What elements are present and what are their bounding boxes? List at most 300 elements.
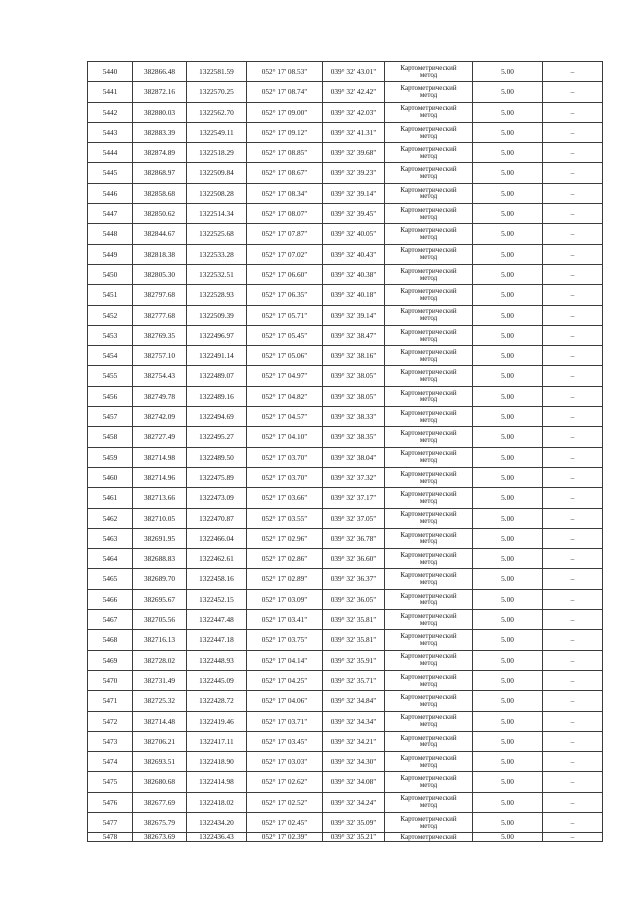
method-line-1: Картометрический: [400, 692, 457, 701]
longitude-cell: 039° 32' 40.05": [323, 224, 385, 244]
method-line-2: метод: [419, 131, 438, 140]
method-line-1: Картометрический: [400, 774, 457, 783]
accuracy-cell: 5.00: [473, 792, 543, 812]
method-line-1: Картометрический: [400, 185, 457, 194]
point-number-cell: 5456: [88, 386, 133, 406]
point-number-cell: 5467: [88, 610, 133, 630]
x-coordinate-cell: 382880.03: [133, 102, 187, 122]
longitude-cell: 039° 32' 38.04": [323, 447, 385, 467]
latitude-cell: 052° 17' 03.09": [247, 589, 323, 609]
accuracy-cell: 5.00: [473, 528, 543, 548]
y-coordinate-cell: 1322581.59: [187, 62, 247, 82]
y-coordinate-cell: 1322447.48: [187, 610, 247, 630]
y-coordinate-cell: 1322570.25: [187, 82, 247, 102]
method-cell: [385, 285, 473, 305]
method-line-1: Картометрический: [400, 429, 457, 438]
extra-cell: –: [543, 82, 603, 102]
longitude-cell: 039° 32' 34.08": [323, 772, 385, 792]
method-cell: [385, 528, 473, 548]
extra-cell: –: [543, 508, 603, 528]
method-line-1: Картометрический: [400, 530, 457, 539]
method-line-2: метод: [419, 821, 438, 830]
method-cell: [385, 163, 473, 183]
accuracy-cell: 5.00: [473, 143, 543, 163]
extra-cell: –: [543, 528, 603, 548]
longitude-cell: 039° 32' 36.60": [323, 549, 385, 569]
longitude-cell: 039° 32' 35.81": [323, 610, 385, 630]
extra-cell: –: [543, 224, 603, 244]
method-line-2: метод: [419, 659, 438, 668]
method-line-2: метод: [419, 476, 438, 485]
method-cell: [385, 508, 473, 528]
point-number-cell: 5447: [88, 204, 133, 224]
accuracy-cell: 5.00: [473, 691, 543, 711]
method-cell: [385, 122, 473, 142]
accuracy-cell: 5.00: [473, 386, 543, 406]
longitude-cell: 039° 32' 36.37": [323, 569, 385, 589]
extra-cell: –: [543, 467, 603, 487]
point-number-cell: 5466: [88, 589, 133, 609]
point-number-cell: 5441: [88, 82, 133, 102]
table-row: [88, 224, 603, 244]
point-number-cell: 5468: [88, 630, 133, 650]
method-line-2: метод: [419, 598, 438, 607]
y-coordinate-cell: 1322549.11: [187, 122, 247, 142]
extra-cell: –: [543, 346, 603, 366]
longitude-cell: 039° 32' 34.24": [323, 792, 385, 812]
x-coordinate-cell: 382858.68: [133, 183, 187, 203]
y-coordinate-cell: 1322418.90: [187, 752, 247, 772]
method-line-1: Картометрический: [400, 571, 457, 580]
latitude-cell: 052° 17' 06.35": [247, 285, 323, 305]
latitude-cell: 052° 17' 08.53": [247, 62, 323, 82]
x-coordinate-cell: 382844.67: [133, 224, 187, 244]
latitude-cell: 052° 17' 04.14": [247, 650, 323, 670]
method-line-2: метод: [419, 537, 438, 546]
table-row: [88, 386, 603, 406]
extra-cell: –: [543, 812, 603, 832]
latitude-cell: 052° 17' 05.71": [247, 305, 323, 325]
point-number-cell: 5452: [88, 305, 133, 325]
longitude-cell: 039° 32' 40.38": [323, 264, 385, 284]
extra-cell: –: [543, 244, 603, 264]
x-coordinate-cell: 382714.48: [133, 711, 187, 731]
y-coordinate-cell: 1322508.28: [187, 183, 247, 203]
method-line-1: Картометрический: [400, 246, 457, 255]
table-row: [88, 143, 603, 163]
method-line-1: Картометрический: [400, 388, 457, 397]
table-row: [88, 204, 603, 224]
accuracy-cell: 5.00: [473, 670, 543, 690]
method-line-1: Картометрический: [400, 327, 457, 336]
point-number-cell: 5459: [88, 447, 133, 467]
method-line-2: метод: [419, 618, 438, 627]
y-coordinate-cell: 1322448.93: [187, 650, 247, 670]
longitude-cell: 039° 32' 39.45": [323, 204, 385, 224]
method-cell: [385, 224, 473, 244]
x-coordinate-cell: 382688.83: [133, 549, 187, 569]
point-number-cell: 5460: [88, 467, 133, 487]
method-line-2: метод: [419, 172, 438, 181]
x-coordinate-cell: 382713.66: [133, 488, 187, 508]
y-coordinate-cell: 1322509.39: [187, 305, 247, 325]
accuracy-cell: 5.00: [473, 346, 543, 366]
method-line-2: метод: [419, 70, 438, 79]
latitude-cell: 052° 17' 04.97": [247, 366, 323, 386]
x-coordinate-cell: 382714.96: [133, 467, 187, 487]
method-line-1: Картометрический: [400, 490, 457, 499]
extra-cell: –: [543, 650, 603, 670]
method-line-1: Картометрический: [400, 287, 457, 296]
x-coordinate-cell: 382883.39: [133, 122, 187, 142]
extra-cell: –: [543, 447, 603, 467]
table-row: [88, 62, 603, 82]
table-row: [88, 447, 603, 467]
extra-cell: –: [543, 305, 603, 325]
accuracy-cell: 5.00: [473, 204, 543, 224]
point-number-cell: 5472: [88, 711, 133, 731]
latitude-cell: 052° 17' 07.02": [247, 244, 323, 264]
y-coordinate-cell: 1322495.27: [187, 427, 247, 447]
x-coordinate-cell: 382777.68: [133, 305, 187, 325]
x-coordinate-cell: 382818.38: [133, 244, 187, 264]
longitude-cell: 039° 32' 42.42": [323, 82, 385, 102]
method-cell: [385, 346, 473, 366]
extra-cell: –: [543, 772, 603, 792]
method-cell: [385, 447, 473, 467]
coordinates-table: [87, 61, 603, 842]
longitude-cell: 039° 32' 39.14": [323, 183, 385, 203]
accuracy-cell: 5.00: [473, 772, 543, 792]
method-line-1: Картометрический: [400, 611, 457, 620]
x-coordinate-cell: 382706.21: [133, 731, 187, 751]
x-coordinate-cell: 382673.69: [133, 833, 187, 842]
accuracy-cell: 5.00: [473, 122, 543, 142]
point-number-cell: 5473: [88, 731, 133, 751]
method-cell: [385, 264, 473, 284]
table-row: [88, 630, 603, 650]
latitude-cell: 052° 17' 08.67": [247, 163, 323, 183]
method-cell: [385, 650, 473, 670]
method-cell: [385, 407, 473, 427]
accuracy-cell: 5.00: [473, 62, 543, 82]
method-line-1: Картометрический: [400, 307, 457, 316]
latitude-cell: 052° 17' 09.12": [247, 122, 323, 142]
method-cell: [385, 143, 473, 163]
method-line-2: метод: [419, 415, 438, 424]
method-cell: [385, 82, 473, 102]
method-line-1: Картометрический: [400, 632, 457, 641]
method-cell: [385, 812, 473, 832]
point-number-cell: 5449: [88, 244, 133, 264]
method-line-2: метод: [419, 273, 438, 282]
extra-cell: –: [543, 731, 603, 751]
method-line-1: Картометрический: [400, 550, 457, 559]
method-cell: [385, 467, 473, 487]
method-line-2: метод: [419, 781, 438, 790]
latitude-cell: 052° 17' 04.25": [247, 670, 323, 690]
x-coordinate-cell: 382866.48: [133, 62, 187, 82]
point-number-cell: 5469: [88, 650, 133, 670]
y-coordinate-cell: 1322509.84: [187, 163, 247, 183]
latitude-cell: 052° 17' 03.75": [247, 630, 323, 650]
latitude-cell: 052° 17' 04.06": [247, 691, 323, 711]
longitude-cell: 039° 32' 34.30": [323, 752, 385, 772]
method-line-2: метод: [419, 435, 438, 444]
latitude-cell: 052° 17' 03.71": [247, 711, 323, 731]
longitude-cell: 039° 32' 35.21": [323, 833, 385, 842]
method-cell: [385, 731, 473, 751]
table-row: [88, 82, 603, 102]
accuracy-cell: 5.00: [473, 549, 543, 569]
table-row: [88, 711, 603, 731]
y-coordinate-cell: 1322419.46: [187, 711, 247, 731]
method-line-1: Картометрический: [400, 753, 457, 762]
table-row: [88, 325, 603, 345]
accuracy-cell: 5.00: [473, 467, 543, 487]
table-row: [88, 366, 603, 386]
y-coordinate-cell: 1322514.34: [187, 204, 247, 224]
latitude-cell: 052° 17' 04.57": [247, 407, 323, 427]
method-line-2: метод: [419, 293, 438, 302]
table-row: [88, 427, 603, 447]
accuracy-cell: 5.00: [473, 508, 543, 528]
y-coordinate-cell: 1322458.16: [187, 569, 247, 589]
x-coordinate-cell: 382695.67: [133, 589, 187, 609]
y-coordinate-cell: 1322489.50: [187, 447, 247, 467]
longitude-cell: 039° 32' 38.05": [323, 386, 385, 406]
method-line-2: метод: [419, 679, 438, 688]
accuracy-cell: 5.00: [473, 244, 543, 264]
method-cell: [385, 102, 473, 122]
accuracy-cell: 5.00: [473, 752, 543, 772]
latitude-cell: 052° 17' 02.52": [247, 792, 323, 812]
point-number-cell: 5450: [88, 264, 133, 284]
table-row: [88, 792, 603, 812]
point-number-cell: 5451: [88, 285, 133, 305]
table-row: [88, 285, 603, 305]
y-coordinate-cell: 1322491.14: [187, 346, 247, 366]
method-line-1: Картометрический: [400, 713, 457, 722]
latitude-cell: 052° 17' 02.62": [247, 772, 323, 792]
longitude-cell: 039° 32' 34.84": [323, 691, 385, 711]
table-row: [88, 752, 603, 772]
table-row: [88, 691, 603, 711]
method-line-2: метод: [419, 456, 438, 465]
table-row: [88, 508, 603, 528]
method-cell: [385, 386, 473, 406]
method-line-1: Картометрический: [400, 84, 457, 93]
point-number-cell: 5453: [88, 325, 133, 345]
longitude-cell: 039° 32' 38.35": [323, 427, 385, 447]
accuracy-cell: 5.00: [473, 488, 543, 508]
accuracy-cell: 5.00: [473, 407, 543, 427]
x-coordinate-cell: 382797.68: [133, 285, 187, 305]
accuracy-cell: 5.00: [473, 427, 543, 447]
point-number-cell: 5440: [88, 62, 133, 82]
method-cell: [385, 610, 473, 630]
latitude-cell: 052° 17' 02.96": [247, 528, 323, 548]
extra-cell: –: [543, 711, 603, 731]
longitude-cell: 039° 32' 38.05": [323, 366, 385, 386]
y-coordinate-cell: 1322445.09: [187, 670, 247, 690]
extra-cell: –: [543, 833, 603, 842]
method-line-1: Картометрический: [400, 469, 457, 478]
accuracy-cell: 5.00: [473, 163, 543, 183]
longitude-cell: 039° 32' 38.16": [323, 346, 385, 366]
y-coordinate-cell: 1322489.16: [187, 386, 247, 406]
accuracy-cell: 5.00: [473, 731, 543, 751]
method-line-1: Картометрический: [400, 672, 457, 681]
method-cell: [385, 772, 473, 792]
method-line-2: метод: [419, 111, 438, 120]
x-coordinate-cell: 382677.69: [133, 792, 187, 812]
table-row: [88, 610, 603, 630]
latitude-cell: 052° 17' 03.66": [247, 488, 323, 508]
method-cell: [385, 711, 473, 731]
x-coordinate-cell: 382850.62: [133, 204, 187, 224]
accuracy-cell: 5.00: [473, 610, 543, 630]
table-row: [88, 528, 603, 548]
latitude-cell: 052° 17' 08.85": [247, 143, 323, 163]
point-number-cell: 5455: [88, 366, 133, 386]
y-coordinate-cell: 1322496.97: [187, 325, 247, 345]
table-row: [88, 650, 603, 670]
point-number-cell: 5462: [88, 508, 133, 528]
method-cell: [385, 691, 473, 711]
point-number-cell: 5445: [88, 163, 133, 183]
extra-cell: –: [543, 407, 603, 427]
method-line-1: Картометрический: [400, 591, 457, 600]
y-coordinate-cell: 1322562.70: [187, 102, 247, 122]
accuracy-cell: 5.00: [473, 224, 543, 244]
longitude-cell: 039° 32' 37.05": [323, 508, 385, 528]
table-row: [88, 833, 603, 842]
extra-cell: –: [543, 752, 603, 772]
latitude-cell: 052° 17' 03.45": [247, 731, 323, 751]
longitude-cell: 039° 32' 42.03": [323, 102, 385, 122]
x-coordinate-cell: 382680.68: [133, 772, 187, 792]
extra-cell: –: [543, 427, 603, 447]
method-line-2: метод: [419, 334, 438, 343]
longitude-cell: 039° 32' 38.47": [323, 325, 385, 345]
extra-cell: –: [543, 488, 603, 508]
latitude-cell: 052° 17' 03.70": [247, 447, 323, 467]
table-row: [88, 163, 603, 183]
accuracy-cell: 5.00: [473, 711, 543, 731]
x-coordinate-cell: 382731.49: [133, 670, 187, 690]
y-coordinate-cell: 1322473.09: [187, 488, 247, 508]
accuracy-cell: 5.00: [473, 447, 543, 467]
y-coordinate-cell: 1322447.18: [187, 630, 247, 650]
accuracy-cell: 5.00: [473, 305, 543, 325]
table-row: [88, 731, 603, 751]
latitude-cell: 052° 17' 05.45": [247, 325, 323, 345]
table-row: [88, 346, 603, 366]
y-coordinate-cell: 1322414.98: [187, 772, 247, 792]
extra-cell: –: [543, 264, 603, 284]
point-number-cell: 5444: [88, 143, 133, 163]
point-number-cell: 5474: [88, 752, 133, 772]
method-line-2: метод: [419, 760, 438, 769]
table-row: [88, 122, 603, 142]
x-coordinate-cell: 382714.98: [133, 447, 187, 467]
method-cell: [385, 427, 473, 447]
table-row: [88, 589, 603, 609]
method-cell: [385, 488, 473, 508]
extra-cell: –: [543, 285, 603, 305]
method-line-2: метод: [419, 233, 438, 242]
extra-cell: –: [543, 691, 603, 711]
y-coordinate-cell: 1322434.20: [187, 812, 247, 832]
longitude-cell: 039° 32' 37.32": [323, 467, 385, 487]
table-row: [88, 407, 603, 427]
latitude-cell: 052° 17' 03.41": [247, 610, 323, 630]
method-line-2: метод: [419, 314, 438, 323]
y-coordinate-cell: 1322475.89: [187, 467, 247, 487]
longitude-cell: 039° 32' 41.31": [323, 122, 385, 142]
extra-cell: –: [543, 183, 603, 203]
longitude-cell: 039° 32' 39.68": [323, 143, 385, 163]
table-row: [88, 183, 603, 203]
point-number-cell: 5475: [88, 772, 133, 792]
point-number-cell: 5477: [88, 812, 133, 832]
accuracy-cell: 5.00: [473, 285, 543, 305]
latitude-cell: 052° 17' 02.45": [247, 812, 323, 832]
method-line-1: Картометрический: [400, 408, 457, 417]
point-number-cell: 5458: [88, 427, 133, 447]
method-line-2: метод: [419, 638, 438, 647]
point-number-cell: 5442: [88, 102, 133, 122]
extra-cell: –: [543, 589, 603, 609]
accuracy-cell: 5.00: [473, 82, 543, 102]
latitude-cell: 052° 17' 07.87": [247, 224, 323, 244]
table-body: [88, 62, 603, 842]
method-line-2: метод: [419, 354, 438, 363]
method-cell: [385, 62, 473, 82]
method-cell: [385, 244, 473, 264]
y-coordinate-cell: 1322525.68: [187, 224, 247, 244]
accuracy-cell: 5.00: [473, 325, 543, 345]
accuracy-cell: 5.00: [473, 366, 543, 386]
method-cell: [385, 752, 473, 772]
method-line-1: Картометрический: [400, 833, 457, 842]
latitude-cell: 052° 17' 02.39": [247, 833, 323, 842]
method-cell: [385, 305, 473, 325]
extra-cell: –: [543, 62, 603, 82]
latitude-cell: 052° 17' 04.10": [247, 427, 323, 447]
extra-cell: –: [543, 143, 603, 163]
longitude-cell: 039° 32' 36.78": [323, 528, 385, 548]
extra-cell: –: [543, 386, 603, 406]
method-cell: [385, 792, 473, 812]
extra-cell: –: [543, 630, 603, 650]
method-line-1: Картометрический: [400, 205, 457, 214]
point-number-cell: 5448: [88, 224, 133, 244]
method-cell: [385, 325, 473, 345]
longitude-cell: 039° 32' 43.01": [323, 62, 385, 82]
table-row: [88, 772, 603, 792]
method-line-1: Картометрический: [400, 794, 457, 803]
latitude-cell: 052° 17' 06.60": [247, 264, 323, 284]
y-coordinate-cell: 1322489.07: [187, 366, 247, 386]
longitude-cell: 039° 32' 34.34": [323, 711, 385, 731]
method-line-2: метод: [419, 253, 438, 262]
method-line-1: Картометрический: [400, 144, 457, 153]
latitude-cell: 052° 17' 08.07": [247, 204, 323, 224]
x-coordinate-cell: 382710.05: [133, 508, 187, 528]
method-line-2: метод: [419, 395, 438, 404]
